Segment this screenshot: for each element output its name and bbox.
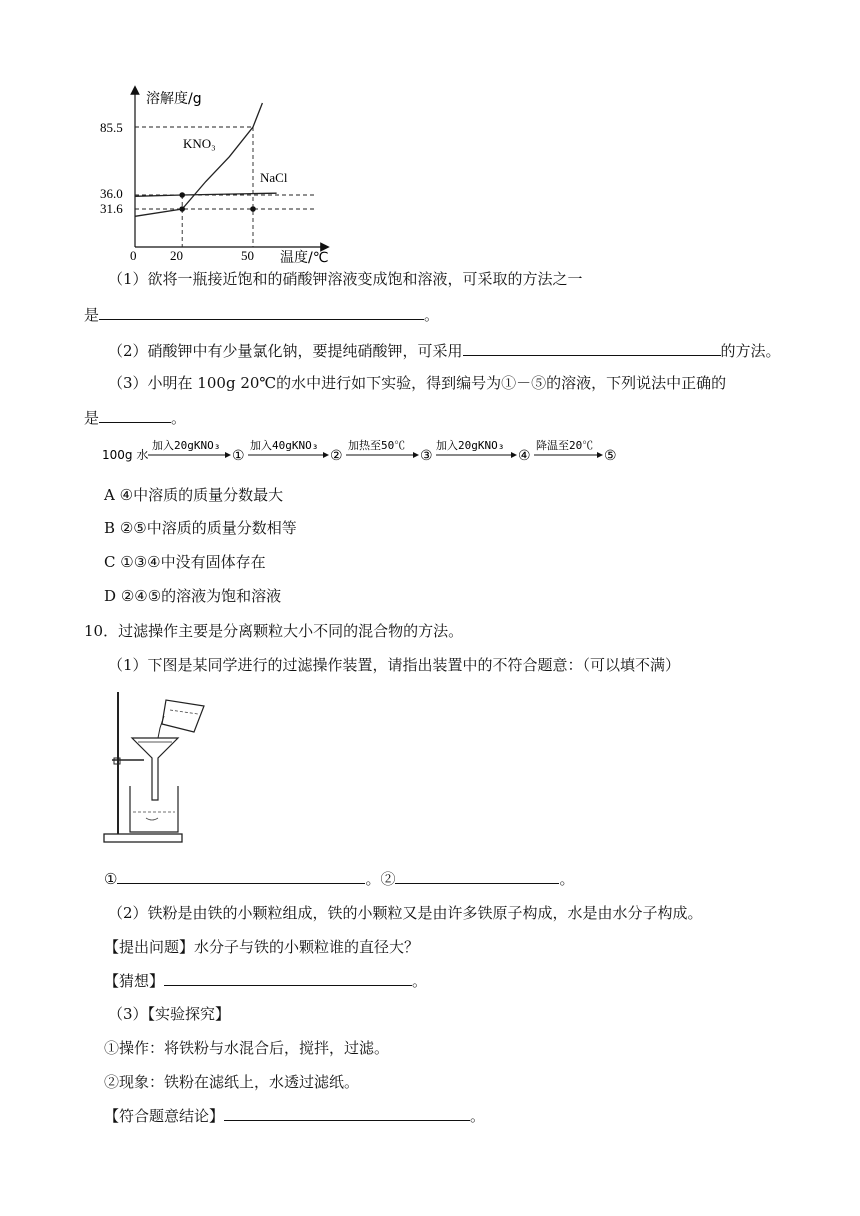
flow-start: 100g 水: [102, 448, 149, 462]
question-3-blank[interactable]: [99, 408, 171, 423]
question-10-sub2: （2）铁粉是由铁的小颗粒组成，铁的小颗粒又是由许多铁原子构成，水是由水分子构成。: [108, 904, 703, 922]
question-3-prefix: 是: [84, 409, 100, 427]
option-a[interactable]: [104, 484, 283, 505]
flow-step-1: 加入20gKNO₃: [152, 439, 221, 452]
experiment-phenomenon: ②现象：铁粉在滤纸上，水透过滤纸。: [104, 1073, 360, 1091]
x-tick-20: 20: [170, 248, 183, 263]
guess-label: 【猜想】: [104, 972, 165, 990]
blank-1-suffix: 。: [365, 870, 381, 888]
conclusion-blank[interactable]: [224, 1106, 470, 1121]
flow-step-2: 加入40gKNO₃: [250, 439, 319, 452]
question-2-blank[interactable]: [463, 341, 721, 356]
question-2-text: （2）硝酸钾中有少量氯化钠，要提纯硝酸钾，可采用: [108, 342, 463, 360]
option-a-label: A: [104, 486, 115, 504]
question-10-problem: 【提出问题】水分子与铁的小颗粒谁的直径大？: [104, 938, 420, 956]
option-a-text: ④中溶质的质量分数最大: [119, 486, 284, 504]
question-1-suffix: 。: [424, 306, 440, 324]
flow-node-4: ④: [518, 449, 531, 464]
guess-suffix: 。: [412, 972, 428, 990]
y-tick-36-0: 36.0: [100, 186, 123, 201]
option-c-label: C: [104, 553, 116, 571]
blank-1-field[interactable]: [117, 869, 365, 884]
flow-step-3: 加热至50℃: [348, 439, 406, 452]
flow-step-5: 降温至20℃: [536, 439, 594, 452]
guess-blank[interactable]: [164, 971, 412, 986]
kno3-curve: [135, 103, 262, 216]
series-label-nacl: NaCl: [260, 170, 288, 185]
blank-2-field[interactable]: [395, 869, 559, 884]
question-3-suffix: 。: [171, 409, 187, 427]
question-1-prefix: 是: [84, 306, 100, 324]
y-axis-label: 溶解度/g: [146, 91, 202, 107]
option-b-label: B: [104, 519, 116, 537]
option-d-label: D: [104, 587, 117, 605]
question-1-answer-line: [84, 304, 439, 325]
marked-point-2: [179, 192, 185, 198]
question-10-conclusion-line: [104, 1105, 485, 1126]
question-10-guess-line: [104, 970, 427, 991]
conclusion-suffix: 。: [470, 1107, 486, 1125]
question-2-line: [108, 340, 781, 361]
blank-2-suffix: 。: [559, 870, 575, 888]
flow-node-5: ⑤: [604, 449, 617, 464]
x-tick-50: 50: [241, 248, 254, 263]
question-2-suffix: 的方法。: [720, 342, 781, 360]
y-tick-31-6: 31.6: [100, 201, 123, 216]
question-3-text: （3）小明在 100g 20℃的水中进行如下实验，得到编号为①－⑤的溶液，下列说法中正确的: [108, 374, 727, 392]
option-b-text: ②⑤中溶质的质量分数相等: [119, 519, 297, 537]
question-10-sub1: （1）下图是某同学进行的过滤操作装置，请指出装置中的不符合题意：（可以填不满）: [108, 656, 681, 674]
flow-node-1: ①: [232, 449, 245, 464]
y-tick-85-5: 85.5: [100, 120, 123, 135]
question-1-blank[interactable]: [99, 305, 424, 320]
blank-1-label: ①: [104, 870, 118, 888]
filtration-apparatus-figure: [100, 688, 212, 848]
question-10-blanks-line: [104, 868, 575, 889]
solubility-chart: [100, 85, 340, 265]
question-10-title: 10．过滤操作主要是分离颗粒大小不同的混合物的方法。: [84, 622, 464, 640]
experiment-operation: ①操作：将铁粉与水混合后，搅拌，过滤。: [104, 1039, 390, 1057]
x-tick-0: 0: [130, 248, 137, 263]
option-d-text: ②④⑤的溶液为饱和溶液: [120, 587, 282, 605]
flow-node-2: ②: [330, 449, 343, 464]
marked-point-3: [250, 206, 256, 212]
option-b[interactable]: [104, 517, 297, 538]
flow-node-3: ③: [420, 449, 433, 464]
question-3-answer-line: [84, 407, 186, 428]
option-c-text: ①③④中没有固体存在: [120, 553, 266, 571]
question-10-sub3: （3）【实验探究】: [108, 1005, 231, 1023]
blank-2-label: ②: [380, 870, 396, 888]
question-1-text: （1）欲将一瓶接近饱和的硝酸钾溶液变成饱和溶液，可采取的方法之一: [108, 270, 583, 288]
marked-point-1: [179, 206, 185, 212]
series-label-kno3: KNO₃: [183, 136, 216, 151]
option-c[interactable]: [104, 551, 266, 572]
flow-step-4: 加入20gKNO₃: [436, 439, 505, 452]
x-axis-label: 温度/℃: [280, 250, 329, 265]
option-d[interactable]: [104, 585, 281, 606]
conclusion-label: 【符合题意结论】: [104, 1107, 225, 1125]
experiment-flow-diagram: [100, 436, 630, 466]
